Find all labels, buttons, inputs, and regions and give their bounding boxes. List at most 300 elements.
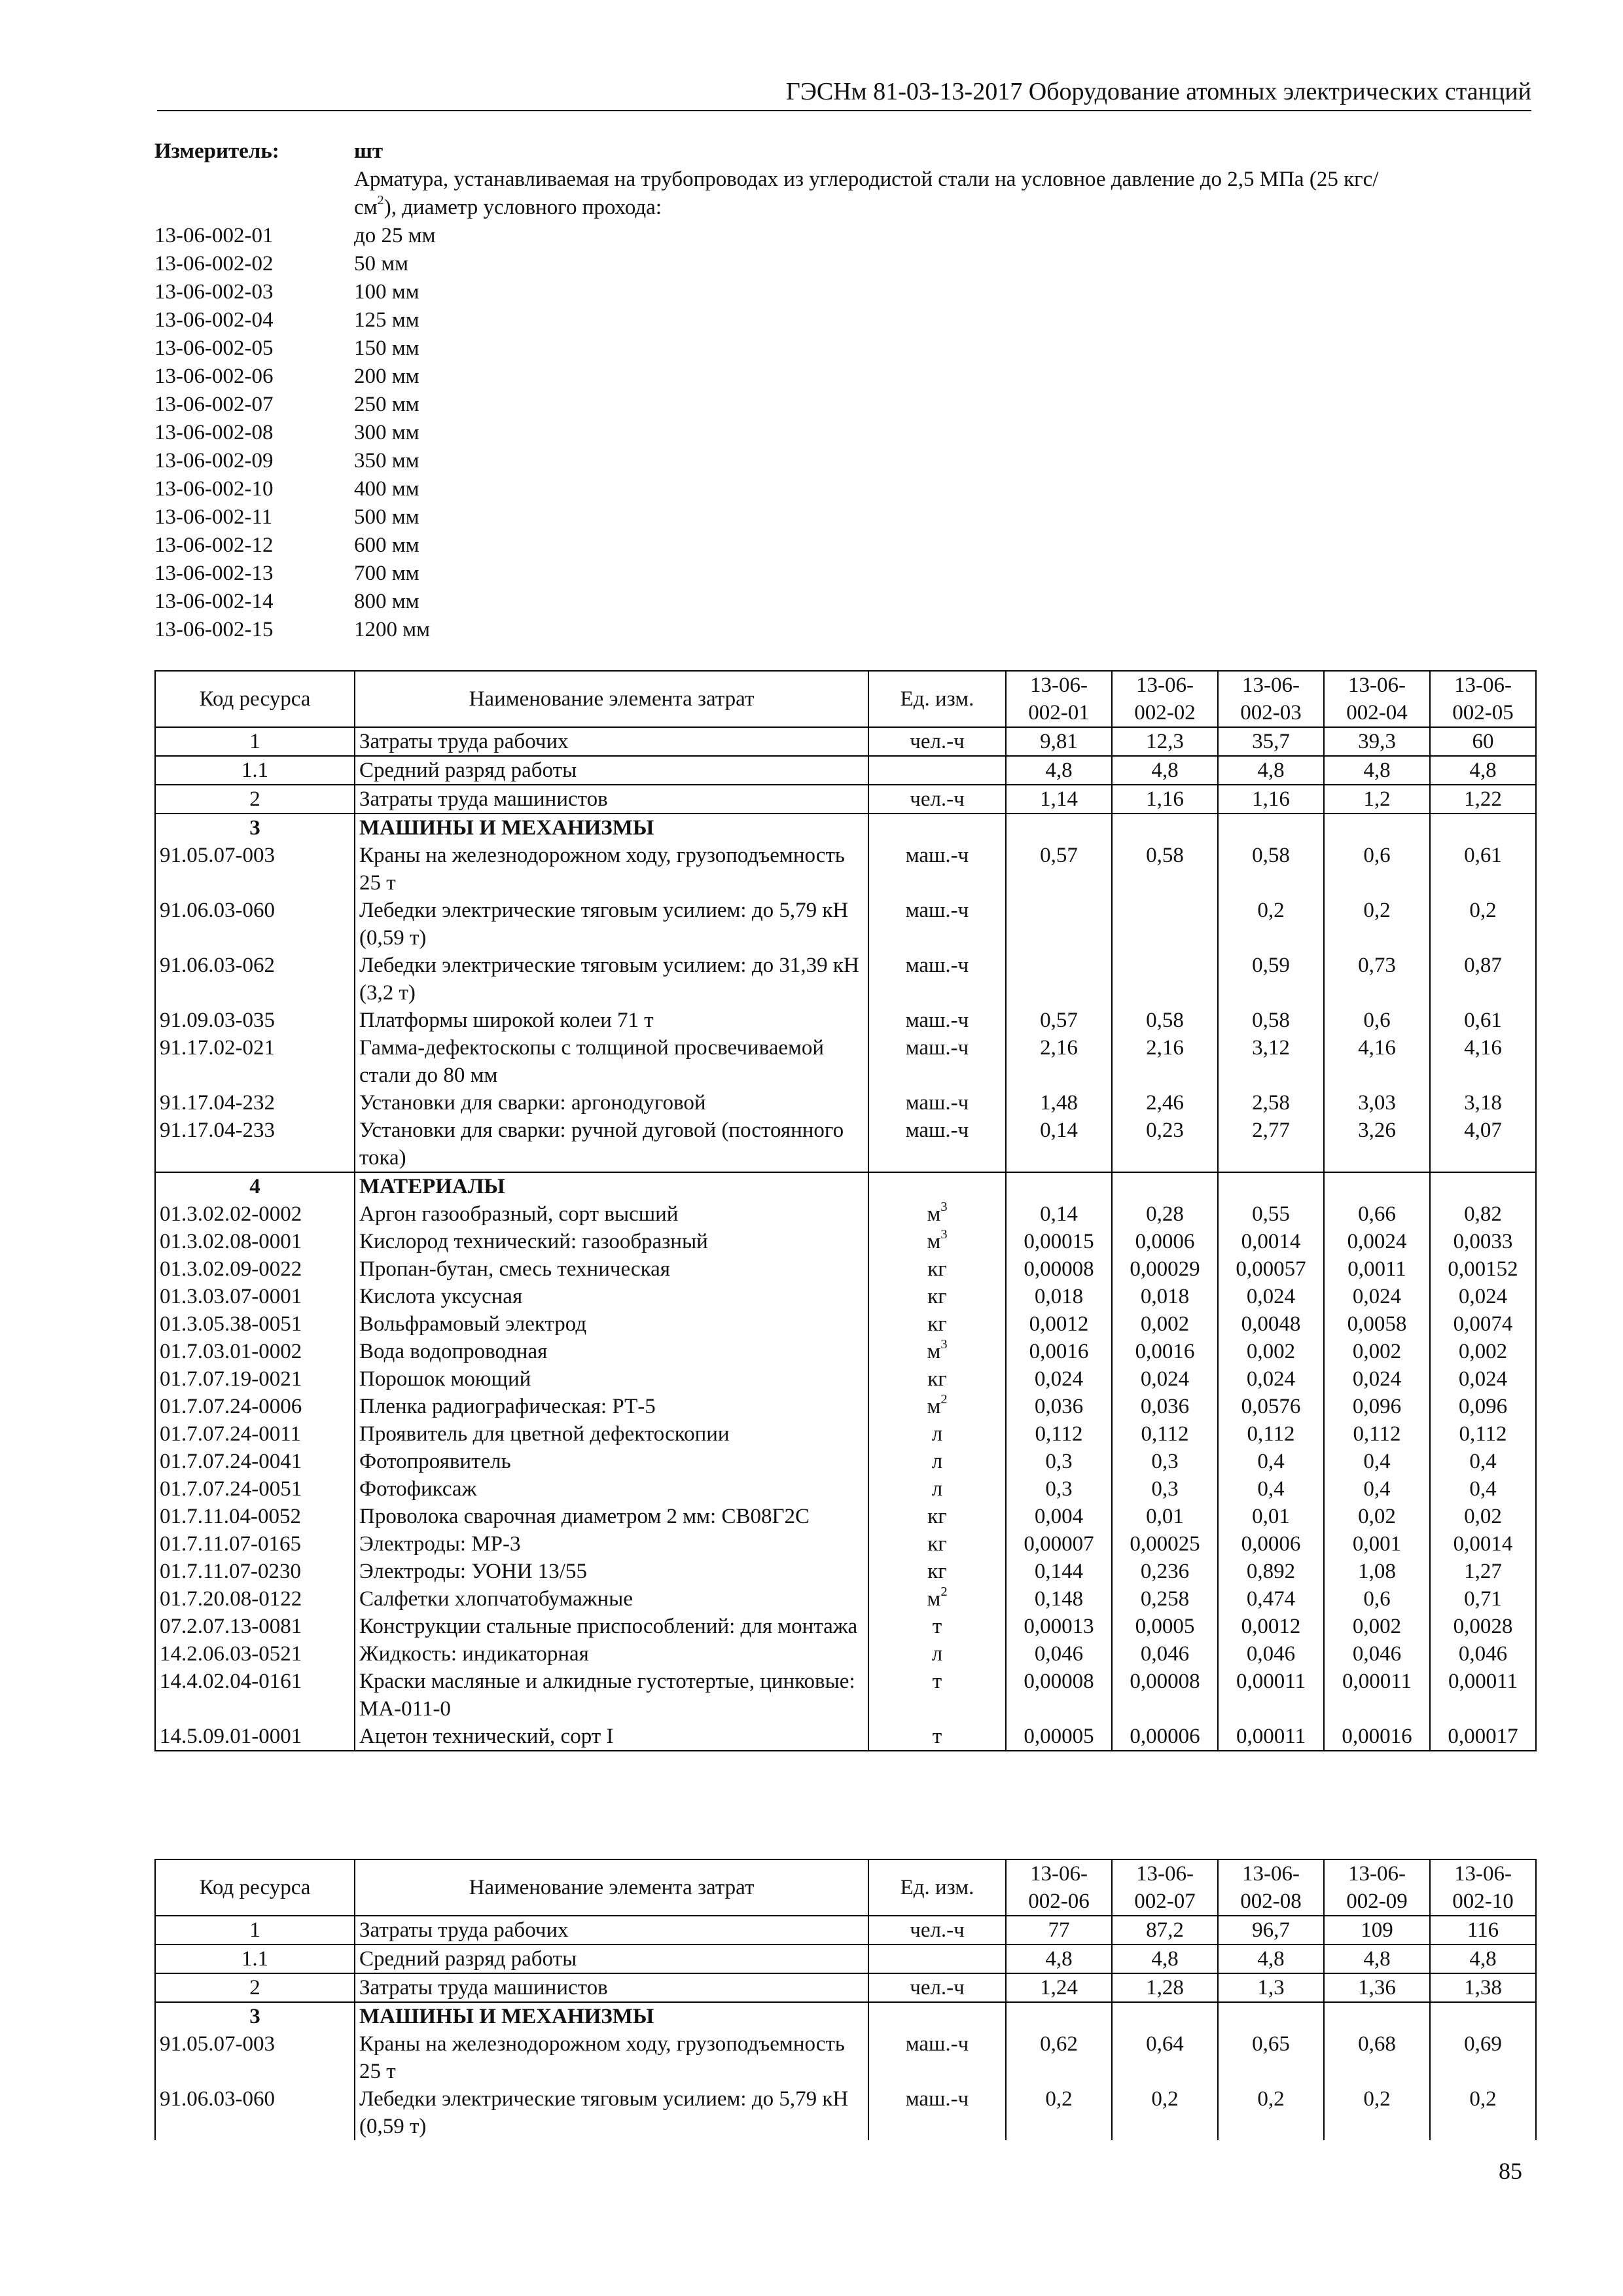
table-header-row <box>155 671 1536 727</box>
code-list-code: 13-06-002-02 <box>154 252 274 276</box>
norm-value: 0,024 <box>1324 1283 1430 1310</box>
resource-code: 01.7.07.19-0021 <box>155 1365 355 1393</box>
norm-value: 0,58 <box>1218 842 1324 897</box>
norm-value: 0,61 <box>1430 842 1536 897</box>
unit-exponent: 3 <box>940 1199 948 1214</box>
resource-name: Фотопроявитель <box>355 1448 868 1475</box>
norm-value: 0,14 <box>1006 1200 1112 1228</box>
norm-value: 1,36 <box>1324 1973 1430 2002</box>
resource-unit: маш.-ч <box>868 2030 1006 2085</box>
norm-value: 0,0005 <box>1112 1613 1218 1640</box>
norm-value: 0,2 <box>1430 897 1536 952</box>
resource-name: Лебедки электрические тяговым усилием: до 5,79 кН (0,59 т) <box>355 2085 868 2140</box>
norm-value: 0,71 <box>1430 1585 1536 1613</box>
norm-value: 0,112 <box>1430 1420 1536 1448</box>
norm-value: 0,2 <box>1324 2085 1430 2140</box>
norm-value: 0,046 <box>1324 1640 1430 1668</box>
norm-value: 0,87 <box>1430 952 1536 1007</box>
header-norm-code-part1: 13-06- <box>1348 1862 1406 1886</box>
code-list-item <box>154 363 1535 391</box>
resource-unit <box>868 1945 1006 1973</box>
header-norm-code-part1: 13-06- <box>1242 1862 1300 1886</box>
norm-value: 0,892 <box>1218 1558 1324 1585</box>
resource-unit: маш.-ч <box>868 1117 1006 1172</box>
table-row <box>155 756 1536 785</box>
norm-value: 0,0024 <box>1324 1228 1430 1255</box>
norm-value: 0,0074 <box>1430 1310 1536 1338</box>
resource-code: 91.17.02-021 <box>155 1034 355 1089</box>
resource-name: Затраты труда рабочих <box>355 1916 868 1945</box>
norm-value: 0,024 <box>1112 1365 1218 1393</box>
resource-name: Вольфрамовый электрод <box>355 1310 868 1338</box>
norm-value: 4,8 <box>1112 756 1218 785</box>
norm-value: 0,6 <box>1324 1585 1430 1613</box>
resource-code: 01.7.07.24-0011 <box>155 1420 355 1448</box>
table-row <box>155 1503 1536 1530</box>
table-row <box>155 897 1536 952</box>
norm-value: 0,0028 <box>1430 1613 1536 1640</box>
resource-unit <box>868 1585 1006 1613</box>
norm-value <box>1006 952 1112 1007</box>
norm-value: 0,2 <box>1112 2085 1218 2140</box>
norm-value <box>1218 814 1324 842</box>
header-norm-code-part1: 13-06- <box>1454 673 1512 697</box>
norm-value: 116 <box>1430 1916 1536 1945</box>
norm-value <box>1324 814 1430 842</box>
unit-base: м <box>927 1230 941 1253</box>
norm-value: 0,236 <box>1112 1558 1218 1585</box>
norm-value: 0,4 <box>1218 1475 1324 1503</box>
header-norm-code-part2: 002-07 <box>1134 1890 1196 1913</box>
measure-label: Измеритель: <box>154 139 279 163</box>
code-list-item <box>154 306 1535 334</box>
norm-value: 0,6 <box>1324 1007 1430 1034</box>
norm-value: 0,2 <box>1324 897 1430 952</box>
norm-value: 0,046 <box>1218 1640 1324 1668</box>
norm-value: 0,00011 <box>1430 1668 1536 1723</box>
norm-value: 0,2 <box>1006 2085 1112 2140</box>
code-list-code: 13-06-002-04 <box>154 308 274 332</box>
resource-name: Жидкость: индикаторная <box>355 1640 868 1668</box>
resource-name: МАШИНЫ И МЕХАНИЗМЫ <box>355 814 868 842</box>
norm-value: 0,024 <box>1006 1365 1112 1393</box>
norm-value: 0,00008 <box>1006 1255 1112 1283</box>
header-unit: Ед. изм. <box>868 1859 1006 1916</box>
code-list-code: 13-06-002-03 <box>154 280 274 304</box>
norm-value: 0,57 <box>1006 1007 1112 1034</box>
resource-unit <box>868 1338 1006 1365</box>
norm-value: 0,112 <box>1218 1420 1324 1448</box>
norm-value: 0,4 <box>1324 1475 1430 1503</box>
code-list-text: 100 мм <box>354 280 419 304</box>
table-row <box>155 1558 1536 1585</box>
unit-base: м <box>927 1395 941 1418</box>
resource-code: 01.7.07.24-0041 <box>155 1448 355 1475</box>
resource-name: Аргон газообразный, сорт высший <box>355 1200 868 1228</box>
norm-value: 4,8 <box>1430 1945 1536 1973</box>
norm-value: 4,8 <box>1006 756 1112 785</box>
resource-name: Пленка радиографическая: РТ-5 <box>355 1393 868 1420</box>
norm-value: 0,002 <box>1324 1338 1430 1365</box>
code-list-item <box>154 616 1535 644</box>
norm-value: 3,26 <box>1324 1117 1430 1172</box>
norm-value: 0,002 <box>1324 1613 1430 1640</box>
norm-value <box>1324 2002 1430 2030</box>
resource-name: Кислород технический: газообразный <box>355 1228 868 1255</box>
norm-value: 1,3 <box>1218 1973 1324 2002</box>
resource-code: 1 <box>155 1916 355 1945</box>
header-norm-code-part2: 002-01 <box>1028 701 1090 725</box>
resource-name: Вода водопроводная <box>355 1338 868 1365</box>
norm-value <box>1430 1172 1536 1200</box>
resource-name: Затраты труда машинистов <box>355 785 868 814</box>
norm-value: 0,096 <box>1430 1393 1536 1420</box>
norm-value: 0,112 <box>1324 1420 1430 1448</box>
norm-value: 0,62 <box>1006 2030 1112 2085</box>
code-list-item <box>154 278 1535 306</box>
norm-value: 3,18 <box>1430 1089 1536 1117</box>
resource-name: Лебедки электрические тяговым усилием: до 5,79 кН (0,59 т) <box>355 897 868 952</box>
unit-exponent: 3 <box>940 1336 948 1352</box>
table-row <box>155 1283 1536 1310</box>
norm-value: 0,00016 <box>1324 1723 1430 1751</box>
resource-name: Конструкции стальные приспособлений: для монтажа <box>355 1613 868 1640</box>
header-norm-code-part2: 002-10 <box>1452 1890 1514 1913</box>
code-list-item <box>154 503 1535 531</box>
norm-value <box>1324 1172 1430 1200</box>
resource-unit: л <box>868 1475 1006 1503</box>
unit-exponent: 3 <box>940 1227 948 1242</box>
resource-name: Проволока сварочная диаметром 2 мм: СВ08Г2С <box>355 1503 868 1530</box>
code-list-item <box>154 419 1535 447</box>
norm-value: 0,001 <box>1324 1530 1430 1558</box>
table-row <box>155 2002 1536 2030</box>
norm-value: 0,4 <box>1430 1448 1536 1475</box>
code-list-item <box>154 222 1535 250</box>
code-list-code: 13-06-002-14 <box>154 590 274 613</box>
norm-value: 0,00007 <box>1006 1530 1112 1558</box>
resource-unit: кг <box>868 1310 1006 1338</box>
resource-code: 4 <box>155 1172 355 1200</box>
code-list-code: 13-06-002-05 <box>154 336 274 360</box>
norm-value: 1,24 <box>1006 1973 1112 2002</box>
resource-unit: л <box>868 1420 1006 1448</box>
norm-value: 0,024 <box>1430 1283 1536 1310</box>
resource-code: 01.7.11.07-0230 <box>155 1558 355 1585</box>
resource-name: Средний разряд работы <box>355 756 868 785</box>
table-row <box>155 1089 1536 1117</box>
table-row <box>155 1916 1536 1945</box>
resource-name: Затраты труда рабочих <box>355 727 868 756</box>
norm-value: 0,00013 <box>1006 1613 1112 1640</box>
norm-value: 4,8 <box>1112 1945 1218 1973</box>
code-list-code: 13-06-002-01 <box>154 224 274 247</box>
resource-name: Пропан-бутан, смесь техническая <box>355 1255 868 1283</box>
norm-value: 0,096 <box>1324 1393 1430 1420</box>
unit-exponent: 2 <box>940 1584 948 1599</box>
norm-value: 0,01 <box>1218 1503 1324 1530</box>
resource-code: 2 <box>155 1973 355 2002</box>
norm-value: 0,00017 <box>1430 1723 1536 1751</box>
norm-value: 2,46 <box>1112 1089 1218 1117</box>
description: Арматура, устанавливаемая на трубопроводах из углеродистой стали на условное давление до 2,5 МПа (25 кгс/ $см^2$), диаметр условного прохода: <box>354 168 1379 219</box>
table-row <box>155 1475 1536 1503</box>
resource-name: МАТЕРИАЛЫ <box>355 1172 868 1200</box>
table-row <box>155 814 1536 842</box>
code-list-code: 13-06-002-11 <box>154 505 273 529</box>
norm-value: 0,0014 <box>1218 1228 1324 1255</box>
header-norm-code-part2: 002-05 <box>1452 701 1514 725</box>
resource-code: 91.17.04-233 <box>155 1117 355 1172</box>
norm-value: 0,3 <box>1112 1475 1218 1503</box>
resource-unit: т <box>868 1723 1006 1751</box>
resource-name: Проявитель для цветной дефектоскопии <box>355 1420 868 1448</box>
norm-value: 77 <box>1006 1916 1112 1945</box>
resource-unit: маш.-ч <box>868 1034 1006 1089</box>
header-norm-code-part1: 13-06- <box>1454 1862 1512 1886</box>
resource-code: 01.7.07.24-0051 <box>155 1475 355 1503</box>
code-list-item <box>154 531 1535 560</box>
norm-value: 0,4 <box>1430 1475 1536 1503</box>
resource-table-2 <box>154 1859 1537 2140</box>
header-name: Наименование элемента затрат <box>355 671 868 727</box>
resource-unit: л <box>868 1640 1006 1668</box>
resource-unit: т <box>868 1668 1006 1723</box>
header-norm-code-part1: 13-06- <box>1136 1862 1194 1886</box>
norm-value <box>1006 1172 1112 1200</box>
norm-value: 0,58 <box>1218 1007 1324 1034</box>
header-norm-code-part2: 002-06 <box>1028 1890 1090 1913</box>
table-row <box>155 1613 1536 1640</box>
norm-value <box>1112 814 1218 842</box>
norm-value: 1,2 <box>1324 785 1430 814</box>
code-list-item <box>154 334 1535 363</box>
code-list-text: 300 мм <box>354 421 419 444</box>
norm-value: 0,112 <box>1112 1420 1218 1448</box>
table-row <box>155 1973 1536 2002</box>
norm-value <box>1430 814 1536 842</box>
table-row <box>155 785 1536 814</box>
norm-value: 0,28 <box>1112 1200 1218 1228</box>
resource-name: Лебедки электрические тяговым усилием: до 31,39 кН (3,2 т) <box>355 952 868 1007</box>
norm-value: 1,48 <box>1006 1089 1112 1117</box>
resource-code: 01.3.02.02-0002 <box>155 1200 355 1228</box>
code-list-text: до 25 мм <box>354 224 436 247</box>
resource-code: 01.3.02.08-0001 <box>155 1228 355 1255</box>
norm-value: 0,66 <box>1324 1200 1430 1228</box>
code-list-text: 150 мм <box>354 336 419 360</box>
norm-value: 0,82 <box>1430 1200 1536 1228</box>
norm-value: 96,7 <box>1218 1916 1324 1945</box>
code-list-text: 500 мм <box>354 505 419 529</box>
resource-name: Затраты труда машинистов <box>355 1973 868 2002</box>
norm-value: 0,58 <box>1112 842 1218 897</box>
unit-base: м <box>927 1202 941 1226</box>
norm-value: 0,024 <box>1430 1365 1536 1393</box>
header-norm-code <box>1112 1859 1218 1916</box>
resource-name: Краски масляные и алкидные густотертые, цинковые: МА-011-0 <box>355 1668 868 1723</box>
code-list-code: 13-06-002-07 <box>154 393 274 416</box>
header-code: Код ресурса <box>155 671 355 727</box>
table-row <box>155 1007 1536 1034</box>
norm-value: 0,258 <box>1112 1585 1218 1613</box>
resource-unit: чел.-ч <box>868 785 1006 814</box>
resource-name: Краны на железнодорожном ходу, грузоподъемность 25 т <box>355 2030 868 2085</box>
norm-value: 0,018 <box>1006 1283 1112 1310</box>
norm-value: 1,27 <box>1430 1558 1536 1585</box>
resource-unit: маш.-ч <box>868 1089 1006 1117</box>
norm-value: 0,00005 <box>1006 1723 1112 1751</box>
header-norm-code <box>1324 1859 1430 1916</box>
norm-value: 2,16 <box>1006 1034 1112 1089</box>
resource-code: 3 <box>155 2002 355 2030</box>
resource-code: 1 <box>155 727 355 756</box>
measure-value: шт <box>354 139 383 163</box>
norm-value: 0,474 <box>1218 1585 1324 1613</box>
resource-name: Кислота уксусная <box>355 1283 868 1310</box>
norm-value: 1,16 <box>1218 785 1324 814</box>
header-code: Код ресурса <box>155 1859 355 1916</box>
code-list-code: 13-06-002-08 <box>154 421 274 444</box>
resource-name: Краны на железнодорожном ходу, грузоподъемность 25 т <box>355 842 868 897</box>
resource-unit: кг <box>868 1255 1006 1283</box>
resource-unit: чел.-ч <box>868 1916 1006 1945</box>
norm-value <box>1112 2002 1218 2030</box>
norm-value <box>1218 2002 1324 2030</box>
resource-unit: л <box>868 1448 1006 1475</box>
norm-value: 4,8 <box>1324 756 1430 785</box>
code-list-code: 13-06-002-06 <box>154 365 274 388</box>
header-norm-code-part1: 13-06- <box>1136 673 1194 697</box>
norm-value: 0,02 <box>1324 1503 1430 1530</box>
resource-unit: т <box>868 1613 1006 1640</box>
norm-value: 0,046 <box>1112 1640 1218 1668</box>
norm-value: 0,0006 <box>1112 1228 1218 1255</box>
norm-value: 0,00015 <box>1006 1228 1112 1255</box>
unit-base: м <box>927 1587 941 1611</box>
norm-value: 0,2 <box>1430 2085 1536 2140</box>
norm-value: 0,002 <box>1218 1338 1324 1365</box>
resource-name: Электроды: МР-3 <box>355 1530 868 1558</box>
resource-code: 01.7.03.01-0002 <box>155 1338 355 1365</box>
resource-code: 2 <box>155 785 355 814</box>
code-list-code: 13-06-002-13 <box>154 562 274 585</box>
norm-value: 0,00152 <box>1430 1255 1536 1283</box>
norm-value: 0,65 <box>1218 2030 1324 2085</box>
norm-value: 0,57 <box>1006 842 1112 897</box>
resource-code: 91.05.07-003 <box>155 842 355 897</box>
table-row <box>155 1338 1536 1365</box>
norm-value: 0,148 <box>1006 1585 1112 1613</box>
header-norm-code-part1: 13-06- <box>1030 1862 1088 1886</box>
header-norm-code-part1: 13-06- <box>1348 673 1406 697</box>
norm-value: 0,00008 <box>1006 1668 1112 1723</box>
norm-value: 0,4 <box>1218 1448 1324 1475</box>
resource-code: 1.1 <box>155 1945 355 1973</box>
code-list-item <box>154 475 1535 503</box>
code-list-code: 13-06-002-12 <box>154 533 274 557</box>
code-list-text: 800 мм <box>354 590 419 613</box>
norm-value: 0,00029 <box>1112 1255 1218 1283</box>
unit-exponent: 2 <box>940 1391 948 1407</box>
code-list-item <box>154 560 1535 588</box>
norm-value: 1,08 <box>1324 1558 1430 1585</box>
resource-name: МАШИНЫ И МЕХАНИЗМЫ <box>355 2002 868 2030</box>
resource-name: Гамма-дефектоскопы с толщиной просвечиваемой стали до 80 мм <box>355 1034 868 1089</box>
norm-value: 1,22 <box>1430 785 1536 814</box>
norm-value: 0,3 <box>1006 1475 1112 1503</box>
norm-value: 0,0011 <box>1324 1255 1430 1283</box>
norm-value: 4,8 <box>1218 756 1324 785</box>
norm-value: 4,8 <box>1218 1945 1324 1973</box>
table-row <box>155 1723 1536 1751</box>
code-list-text: 250 мм <box>354 393 419 416</box>
code-list-text: 125 мм <box>354 308 419 332</box>
resource-name: Платформы широкой колеи 71 т <box>355 1007 868 1034</box>
code-list-text: 1200 мм <box>354 618 431 641</box>
resource-code: 01.3.02.09-0022 <box>155 1255 355 1283</box>
resource-code: 01.7.20.08-0122 <box>155 1585 355 1613</box>
norm-value: 0,69 <box>1430 2030 1536 2085</box>
norm-value <box>1430 2002 1536 2030</box>
resource-code: 91.06.03-060 <box>155 2085 355 2140</box>
norm-value: 0,036 <box>1006 1393 1112 1420</box>
table-row <box>155 952 1536 1007</box>
header-name: Наименование элемента затрат <box>355 1859 868 1916</box>
table-row <box>155 1255 1536 1283</box>
norm-value: 0,2 <box>1218 2085 1324 2140</box>
norm-value <box>1006 2002 1112 2030</box>
table-row <box>155 1172 1536 1200</box>
table-row <box>155 1393 1536 1420</box>
resource-code: 01.7.07.24-0006 <box>155 1393 355 1420</box>
norm-value: 0,036 <box>1112 1393 1218 1420</box>
header-norm-code-part2: 002-04 <box>1346 701 1408 725</box>
norm-value <box>1112 952 1218 1007</box>
resource-unit: маш.-ч <box>868 897 1006 952</box>
resource-name: Установки для сварки: аргонодуговой <box>355 1089 868 1117</box>
resource-code: 91.09.03-035 <box>155 1007 355 1034</box>
header-norm-code <box>1324 671 1430 727</box>
norm-value: 0,0014 <box>1430 1530 1536 1558</box>
norm-value: 0,58 <box>1112 1007 1218 1034</box>
intro-block <box>154 137 1535 644</box>
table-row <box>155 1365 1536 1393</box>
norm-value: 0,14 <box>1006 1117 1112 1172</box>
norm-value: 0,0012 <box>1218 1613 1324 1640</box>
resource-unit: кг <box>868 1503 1006 1530</box>
norm-value: 4,07 <box>1430 1117 1536 1172</box>
norm-value: 0,0006 <box>1218 1530 1324 1558</box>
table-row <box>155 1530 1536 1558</box>
norm-value: 109 <box>1324 1916 1430 1945</box>
header-norm-code <box>1430 1859 1536 1916</box>
resource-code: 91.06.03-060 <box>155 897 355 952</box>
code-list-code: 13-06-002-15 <box>154 618 274 641</box>
norm-value: 9,81 <box>1006 727 1112 756</box>
resource-unit <box>868 1200 1006 1228</box>
resource-code: 3 <box>155 814 355 842</box>
norm-value: 0,00057 <box>1218 1255 1324 1283</box>
header-norm-code-part2: 002-09 <box>1346 1890 1408 1913</box>
resource-code: 14.4.02.04-0161 <box>155 1668 355 1723</box>
norm-value <box>1112 1172 1218 1200</box>
code-list-text: 50 мм <box>354 252 409 276</box>
norm-value: 0,0576 <box>1218 1393 1324 1420</box>
resource-unit: кг <box>868 1365 1006 1393</box>
norm-value: 0,046 <box>1430 1640 1536 1668</box>
norm-value: 0,004 <box>1006 1503 1112 1530</box>
